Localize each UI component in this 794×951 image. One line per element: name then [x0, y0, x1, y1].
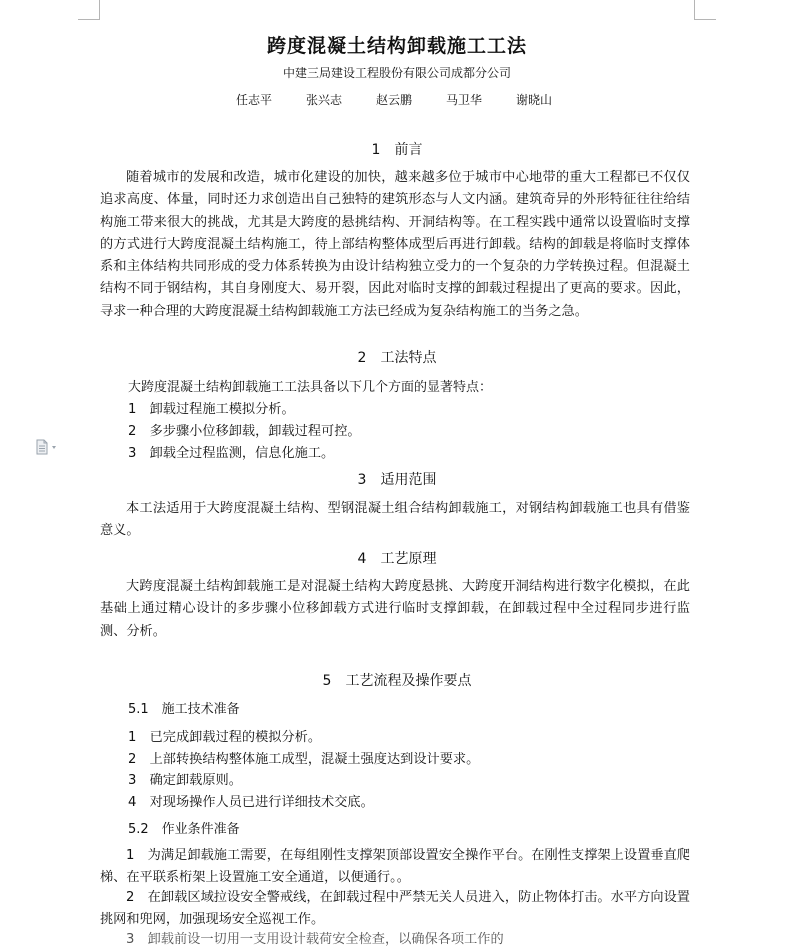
- list-item: 1 已完成卸载过程的模拟分析。: [128, 730, 322, 745]
- paragraph: 大跨度混凝土结构卸载施工工法具备以下几个方面的显著特点：: [128, 380, 493, 395]
- organization: 中建三局建设工程股份有限公司成都分公司: [282, 66, 511, 80]
- author-name: 谢晓山: [516, 93, 553, 107]
- section-heading: 5 工艺流程及操作要点: [322, 673, 472, 689]
- list-item: 1 卸载过程施工模拟分析。: [128, 402, 295, 417]
- list-item: 3 卸载全过程监测，信息化施工。: [128, 446, 335, 461]
- paragraph: 大跨度混凝土结构卸载施工是对混凝土结构大跨度悬挑、大跨度开洞结构进行数字化模拟，在此基础上通过精心设计的多步骤小位移卸载方式进行临时支撑卸载，在卸载过程中全过程同步进行监测、分析。: [100, 579, 690, 639]
- author-name: 任志平: [236, 93, 273, 107]
- paragraph: 本工法适用于大跨度混凝土结构、型钢混凝土组合结构卸载施工，对钢结构卸载施工也具有借鉴意义。: [100, 501, 690, 539]
- section-heading: 3 适用范围: [357, 472, 437, 488]
- list-item: 2 多步骤小位移卸载，卸载过程可控。: [128, 424, 361, 439]
- list-item: 3 确定卸载原则。: [128, 773, 242, 788]
- document-dropdown-icon[interactable]: [34, 438, 62, 456]
- crop-mark-right-horizontal: [694, 19, 716, 20]
- section-heading: 2 工法特点: [357, 350, 437, 366]
- author-name: 赵云鹏: [376, 93, 413, 107]
- paragraph: 随着城市的发展和改造，城市化建设的加快，越来越多位于城市中心地带的重大工程都已不仅仅追求高度、体量，同时还力求创造出自己独特的建筑形态与人文内涵。建筑奇异的外形特征往往给结构施工带来很大的挑战，尤其是大跨度的悬挑结构、开洞结构等。在工程实践中通常以设置临时支撑的方式进行大跨度混凝土结构施工，待上部结构整体成型后再进行卸载。结构的卸载是将临时支撑体系和主体结构共同形成的受力体系转换为由设计结构独立受力的一个复杂的力学转换过程。但混凝土结构不同于钢结构，其自身刚度大、易开裂，因此对临时支撑的卸载过程提出了更高的要求。因此，寻求一种合理的大跨度混凝土结构卸载施工方法已经成为复杂结构施工的当务之急。: [100, 170, 690, 319]
- crop-mark-right-vertical: [694, 0, 695, 20]
- paragraph-cut-off: 3 卸载前设一切用一支用设计载荷安全检查，以确保各项工作的: [126, 932, 504, 947]
- paragraph: 1 为满足卸载施工需要，在每组刚性支撑架顶部设置安全操作平台。在刚性支撑架上设置垂直爬梯、在平联系桁架上设置施工安全通道，以便通行。。: [100, 848, 690, 886]
- crop-mark-left-vertical: [99, 0, 100, 20]
- document-title: 跨度混凝土结构卸载施工工法: [266, 35, 527, 57]
- paragraph: 2 在卸载区域拉设安全警戒线，在卸载过程中严禁无关人员进入，防止物体打击。水平方向设置挑网和兜网，加强现场安全巡视工作。: [100, 890, 690, 928]
- list-item: 4 对现场操作人员已进行详细技术交底。: [128, 795, 374, 810]
- subsection-heading: 5.1 施工技术准备: [128, 702, 240, 717]
- subsection-heading: 5.2 作业条件准备: [128, 822, 240, 837]
- list-item: 2 上部转换结构整体施工成型，混凝土强度达到设计要求。: [128, 752, 480, 767]
- author-name: 张兴志: [306, 93, 343, 107]
- author-name: 马卫华: [446, 93, 483, 107]
- crop-mark-left-horizontal: [78, 19, 100, 20]
- section-heading: 1 前言: [371, 142, 423, 158]
- section-heading: 4 工艺原理: [357, 551, 437, 567]
